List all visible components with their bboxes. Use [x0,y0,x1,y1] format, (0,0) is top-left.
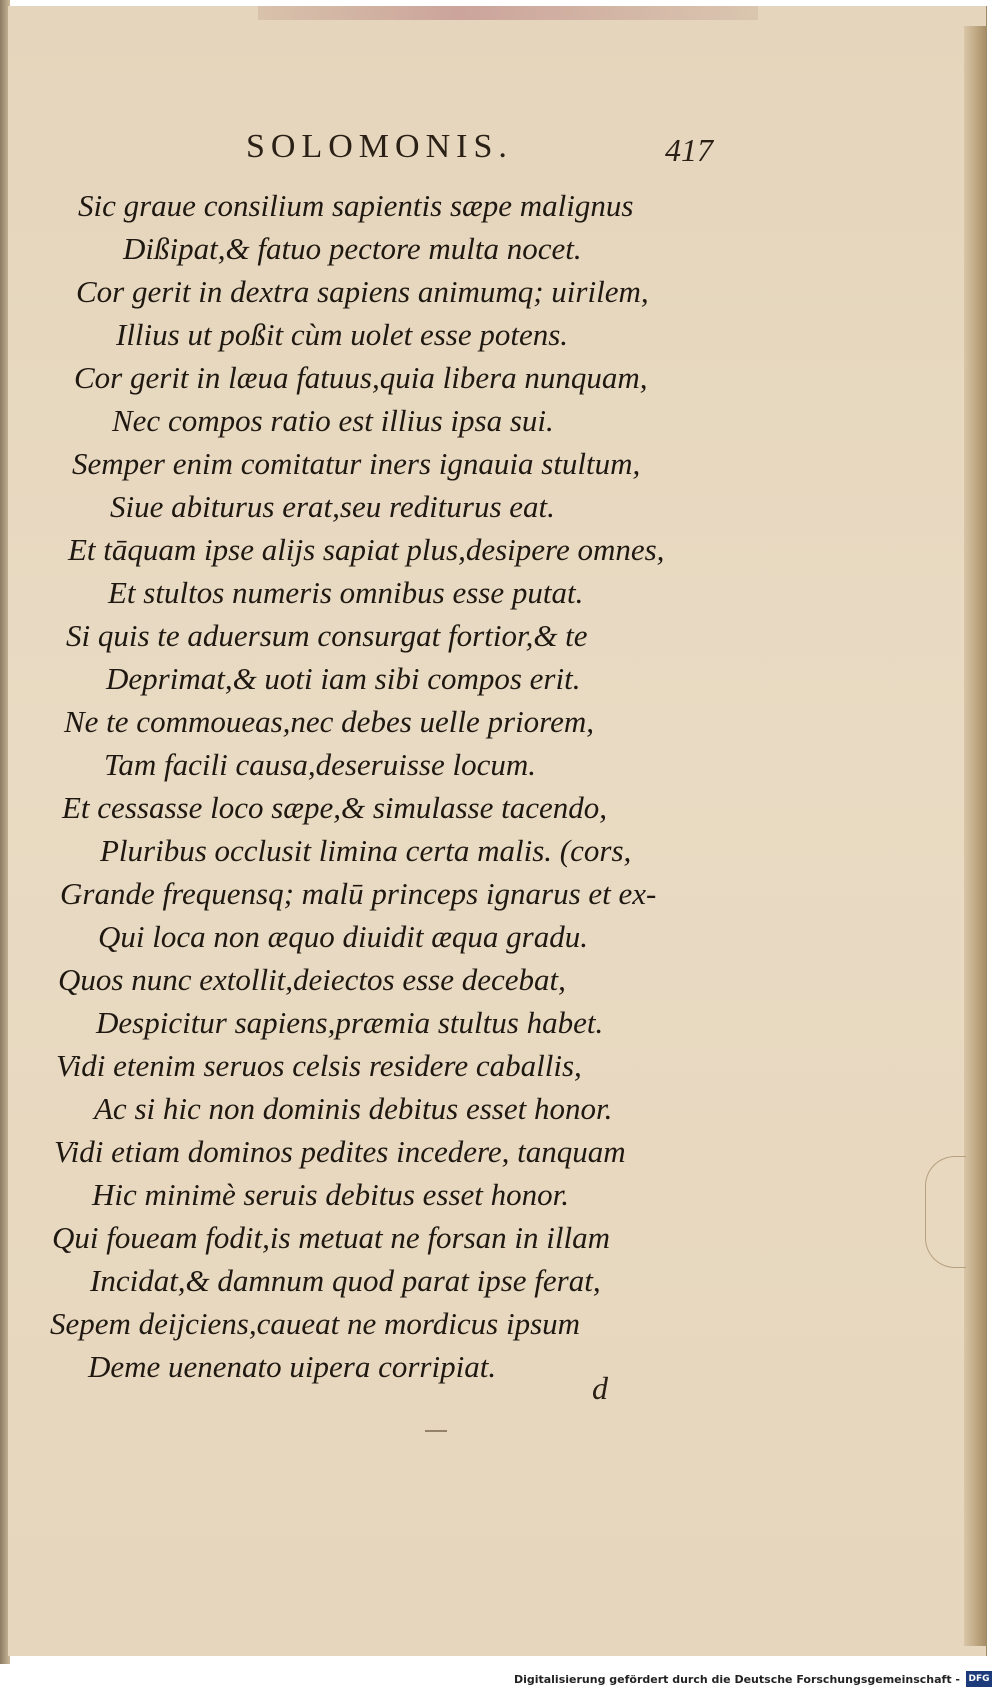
page-right-edge [964,26,986,1646]
verse-line: Illius ut poßit cùm uolet esse potens. [116,317,569,352]
verse-line: Semper enim comitatur iners ignauia stultum, [72,446,641,481]
catchword: d [592,1370,608,1406]
verse-line: Et stultos numeris omnibus esse putat. [108,575,584,610]
dfg-logo: DFG [966,1671,992,1687]
verse-line: Tam facili causa,deseruisse locum. [104,747,536,782]
verse-line: Siue abiturus erat,seu rediturus eat. [110,489,555,524]
verse-line: Quos nunc extollit,deiectos esse decebat, [58,962,566,997]
verse-line: Deme uenenato uipera corripiat. [88,1349,497,1384]
verse-line: Sepem deijciens,caueat ne mordicus ipsum [50,1306,581,1341]
ornament-dash [425,1430,447,1432]
verse-line: Et cessasse loco sæpe,& simulasse tacendo, [62,790,608,825]
running-head: SOLOMONIS. [246,128,513,165]
verse-line: Cor gerit in dextra sapiens animumq; uirilem, [76,274,649,309]
fold-mark [925,1156,966,1268]
top-edge-stain [258,6,758,20]
verse-line: Ne te commoueas,nec debes uelle priorem, [64,704,594,739]
verse-line: Deprimat,& uoti iam sibi compos erit. [106,661,581,696]
verse-line: Cor gerit in læua fatuus,quia libera nunquam, [74,360,648,395]
footer-credit: Digitalisierung gefördert durch die Deutsche Forschungsgemeinschaft - [513,1673,960,1686]
verse-line: Hic minimè seruis debitus esset honor. [92,1177,570,1212]
verse-line: Ac si hic non dominis debitus esset honor. [94,1091,613,1126]
verse-line: Qui loca non æquo diuidit æqua gradu. [98,919,588,954]
verse-line: Si quis te aduersum consurgat fortior,& te [66,618,588,653]
verse-line: Qui foueam fodit,is metuat ne forsan in illam [52,1220,610,1255]
verse-line: Pluribus occlusit limina certa malis. (cors, [100,833,632,868]
page-header [0,128,1000,178]
verse-line: Dißipat,& fatuo pectore multa nocet. [123,231,582,266]
verse-line: Et tāquam ipse alijs sapiat plus,desipere omnes, [68,532,665,567]
verse-line: Vidi etiam dominos pedites incedere, tanquam [54,1134,626,1169]
verse-line: Incidat,& damnum quod parat ipse ferat, [90,1263,601,1298]
verse-line: Grande frequensq; malū princeps ignarus et ex- [60,876,657,911]
page-number: 417 [665,132,713,168]
verse-line: Nec compos ratio est illius ipsa sui. [112,403,554,438]
verse-line: Vidi etenim seruos celsis residere caballis, [56,1048,582,1083]
verse-line: Despicitur sapiens,præmia stultus habet. [96,1005,604,1040]
verse-line: Sic graue consilium sapientis sæpe malignus [78,188,634,223]
digitization-footer [0,1664,1000,1696]
